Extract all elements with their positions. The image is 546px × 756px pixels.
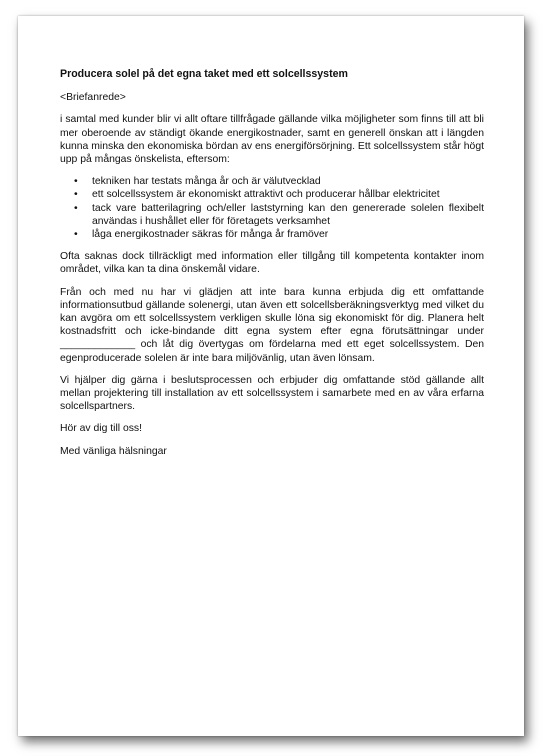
- letter-title: Producera solel på det egna taket med ett solcellssystem: [60, 68, 348, 80]
- list-item: [74, 228, 484, 241]
- document-page: [18, 16, 524, 736]
- list-item-text: tack vare batterilagring och/eller laststyrning kan den genererade solelen flexibelt användas i hushållet eller för företagets verksamhet: [92, 202, 484, 227]
- benefit-list: [60, 175, 484, 241]
- closing-greeting: Med vänliga hälsningar: [60, 445, 167, 457]
- list-item-text: tekniken har testats många år och är välutvecklad: [92, 176, 321, 188]
- salutation: <Briefanrede>: [60, 92, 126, 104]
- intro-paragraph: i samtal med kunder blir vi allt oftare tillfrågade gällande vilka möjligheter som finns till att bli mer oberoende av ständigt ökande energikostnader, samt en generell önskan att i längden kunna minska den ekonomiska bördan av ens energiförsörjning. Ett solcellssystem står högt upp på mångas önskelista, eftersom:: [60, 114, 484, 166]
- paragraph-support: Vi hjälper dig gärna i beslutsprocessen och erbjuder dig omfattande stöd gällande allt mellan projektering till installation av ett solcellssystem i samarbete med en av våra erfarna solcellspartners.: [60, 374, 484, 413]
- list-item: [74, 188, 484, 201]
- bullet-icon: •: [74, 176, 78, 188]
- paragraph-offer: Från och med nu har vi glädjen att inte bara kunna erbjuda dig ett omfattande informationsutbud gällande solenergi, utan även ett solcellsberäkningsverktyg med vilket du kan avgöra om ett solcellssystem verkligen skulle löna sig ekonomiskt för dig. Planera helt kostnadsfritt och icke-bindande ditt egna system efter egna förutsättningar under _____________ och låt dig övertygas om fördelarna med ett eget solcellssystem. Den egenproducerade solelen är inte bara miljövänlig, utan även lönsam.: [60, 286, 484, 364]
- list-item: [74, 175, 484, 188]
- letter-body: [60, 68, 484, 467]
- closing-call-to-action: Hör av dig till oss!: [60, 423, 142, 435]
- list-item: [74, 202, 484, 228]
- bullet-icon: •: [74, 189, 78, 201]
- list-item-text: låga energikostnader säkras för många år framöver: [92, 229, 329, 241]
- list-item-text: ett solcellssystem är ekonomiskt attraktivt och producerar hållbar elektricitet: [92, 189, 440, 201]
- bullet-icon: •: [74, 229, 78, 241]
- paragraph-information: Ofta saknas dock tillräckligt med information eller tillgång till kompetenta kontakter inom området, vilka kan ta dina önskemål vidare.: [60, 251, 484, 276]
- bullet-icon: •: [74, 202, 78, 214]
